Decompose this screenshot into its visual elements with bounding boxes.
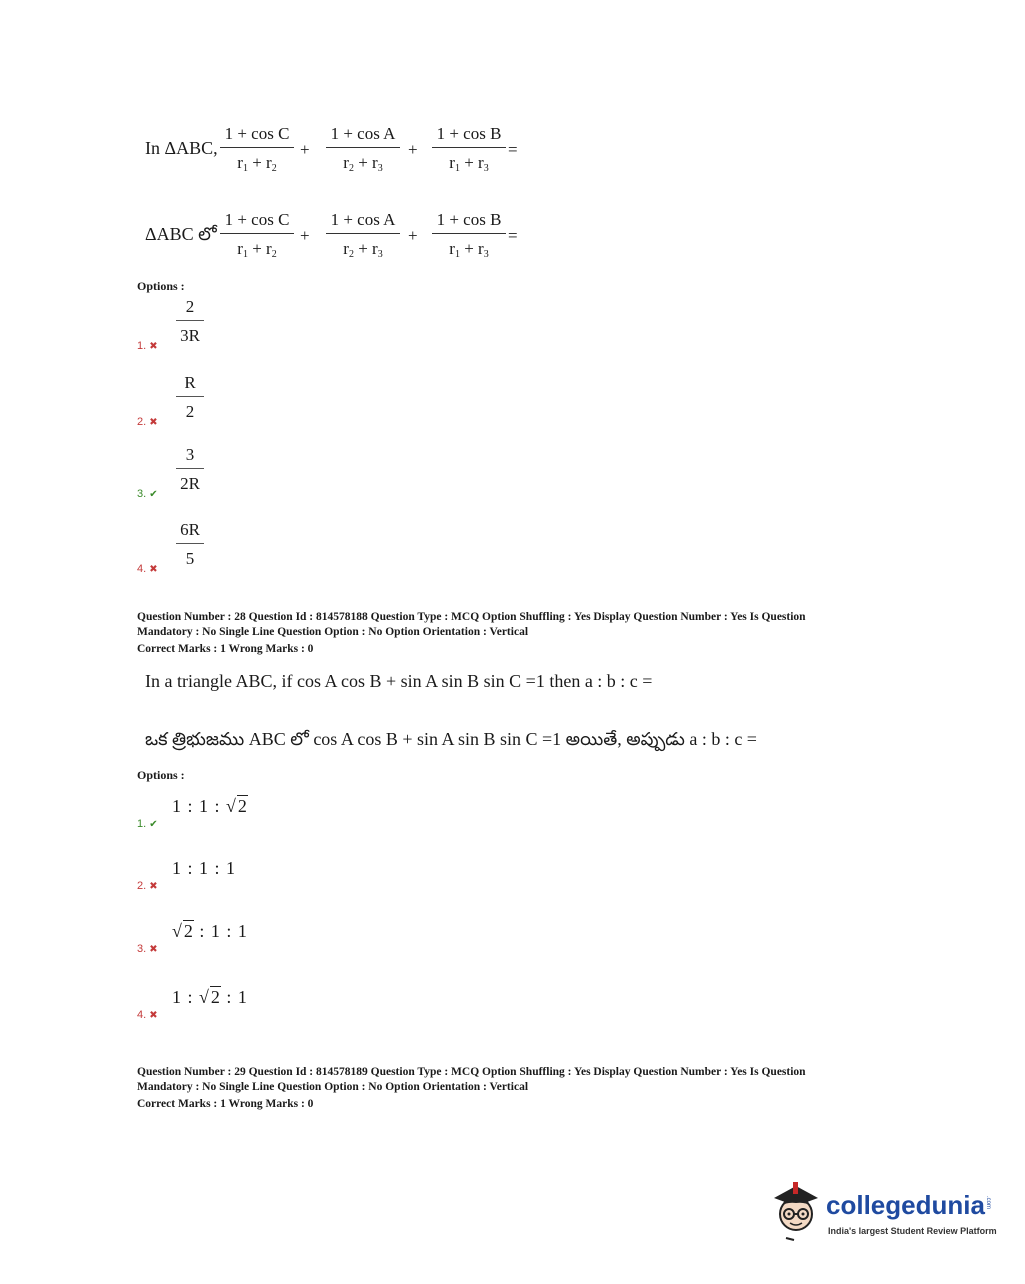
fraction-denominator: $r_1 + r_2$ (237, 153, 277, 174)
subscript: 2 (271, 249, 277, 260)
q28-meta-line1: Question Number : 28 Question Id : 814578188 Question Type : MCQ Option Shuffling : Yes Display Question Number : Yes Is Question (137, 611, 806, 623)
q28-option-ratio: 1 : 1 : 1 (172, 858, 237, 878)
q27-option-label: 4. ✖ (137, 563, 158, 575)
q27-fraction (220, 125, 294, 174)
fraction-numerator: R (176, 374, 204, 397)
fraction-numerator: 1 + cos A (326, 211, 400, 234)
q28-option-ratio: 1 : √2 : 1 (172, 987, 248, 1007)
q27-stem-te-prefix: ΔABC లో (145, 224, 217, 244)
fraction-denominator: $r_1 + r_3$ (449, 239, 489, 260)
sqrt-expression (172, 921, 194, 942)
fraction-denominator: 2R (180, 474, 200, 493)
radicand: 2 (183, 921, 194, 941)
cross-icon: ✖ (149, 944, 158, 955)
q29-meta-line1: Question Number : 29 Question Id : 814578189 Question Type : MCQ Option Shuffling : Yes Display Question Number : Yes Is Question (137, 1066, 806, 1078)
q27-options-heading: Options : (137, 279, 185, 293)
sqrt-expression (199, 987, 221, 1008)
sqrt-symbol: √ (199, 987, 210, 1007)
q29-meta-line2: Mandatory : No Single Line Question Option : No Option Orientation : Vertical (137, 1081, 529, 1093)
check-icon: ✔ (149, 489, 158, 500)
fraction-denominator: $r_1 + r_3$ (449, 153, 489, 174)
fraction-numerator: 6R (176, 521, 204, 544)
q27-fraction (432, 211, 506, 260)
q28-options-heading: Options : (137, 768, 185, 782)
subscript: 2 (348, 163, 354, 174)
plus-sign: + (300, 226, 310, 245)
q27-fraction (326, 125, 400, 174)
fraction-numerator: 1 + cos C (220, 211, 294, 234)
q27-option-fraction (176, 298, 204, 344)
q27-option-label: 1. ✖ (137, 340, 158, 352)
sqrt-expression (226, 796, 248, 817)
subscript: 1 (454, 249, 460, 260)
cross-icon: ✖ (149, 417, 158, 428)
q28-option-ratio: 1 : 1 : √2 (172, 796, 248, 816)
subscript: 3 (377, 163, 383, 174)
fraction-denominator: $r_2 + r_3$ (343, 153, 383, 174)
subscript: 3 (377, 249, 383, 260)
q28-option-label: 1. ✔ (137, 818, 158, 830)
equals-sign: = (508, 140, 518, 159)
q27-option-fraction (176, 374, 204, 420)
q28-option-label: 2. ✖ (137, 880, 158, 892)
radicand: 2 (237, 796, 248, 816)
fraction-numerator: 1 + cos B (432, 125, 506, 148)
q27-option-fraction (176, 446, 204, 492)
q28-meta-line3: Correct Marks : 1 Wrong Marks : 0 (137, 643, 314, 655)
plus-sign: + (408, 226, 418, 245)
fraction-denominator: 3R (180, 326, 200, 345)
fraction-denominator: $r_1 + r_2$ (237, 239, 277, 260)
q27-stem-en-prefix: In ΔABC, (145, 138, 218, 158)
subscript: 1 (242, 163, 248, 174)
brand-name: collegedunia (826, 1190, 985, 1220)
mascot-logo-icon (766, 1176, 826, 1242)
q27-option-label: 3. ✔ (137, 488, 158, 500)
q27-fraction (432, 125, 506, 174)
plus-sign: + (300, 140, 310, 159)
check-icon: ✔ (149, 819, 158, 830)
q27-fraction (326, 211, 400, 260)
fraction-numerator: 1 + cos A (326, 125, 400, 148)
fraction-numerator: 3 (176, 446, 204, 469)
q27-fraction (220, 211, 294, 260)
fraction-numerator: 2 (176, 298, 204, 321)
subscript: 1 (454, 163, 460, 174)
q27-option-label: 2. ✖ (137, 416, 158, 428)
cross-icon: ✖ (149, 1010, 158, 1021)
cross-icon: ✖ (149, 564, 158, 575)
sqrt-symbol: √ (226, 796, 237, 816)
q28-option-ratio: √2 : 1 : 1 (172, 921, 248, 941)
q28-meta (137, 610, 897, 657)
subscript: 2 (348, 249, 354, 260)
q28-option-label: 3. ✖ (137, 943, 158, 955)
subscript: 3 (483, 249, 489, 260)
equals-sign: = (508, 226, 518, 245)
q28-stem-te: ఒక త్రిభుజము ABC లో cos A cos B + sin A sin B sin C =1 అయితే, అప్పుడు a : b : c = (145, 729, 757, 749)
sqrt-symbol: √ (172, 921, 183, 941)
subscript: 1 (242, 249, 248, 260)
fraction-denominator: 2 (185, 402, 195, 421)
fraction-denominator: 5 (185, 549, 195, 568)
cross-icon: ✖ (149, 881, 158, 892)
plus-sign: + (408, 140, 418, 159)
subscript: 3 (483, 163, 489, 174)
radicand: 2 (210, 987, 221, 1007)
q29-meta (137, 1065, 897, 1112)
fraction-numerator: 1 + cos C (220, 125, 294, 148)
brand-suffix: .com (985, 1196, 991, 1210)
q29-meta-line3: Correct Marks : 1 Wrong Marks : 0 (137, 1098, 314, 1110)
fraction-numerator: 1 + cos B (432, 211, 506, 234)
cross-icon: ✖ (149, 341, 158, 352)
subscript: 2 (271, 163, 277, 174)
q27-option-fraction (176, 521, 204, 567)
fraction-denominator: $r_2 + r_3$ (343, 239, 383, 260)
q28-stem-en: In a triangle ABC, if cos A cos B + sin A sin B sin C =1 then a : b : c = (145, 671, 653, 691)
q28-meta-line2: Mandatory : No Single Line Question Option : No Option Orientation : Vertical (137, 626, 529, 638)
brand-tagline: India's largest Student Review Platform (828, 1226, 997, 1236)
q28-option-label: 4. ✖ (137, 1009, 158, 1021)
